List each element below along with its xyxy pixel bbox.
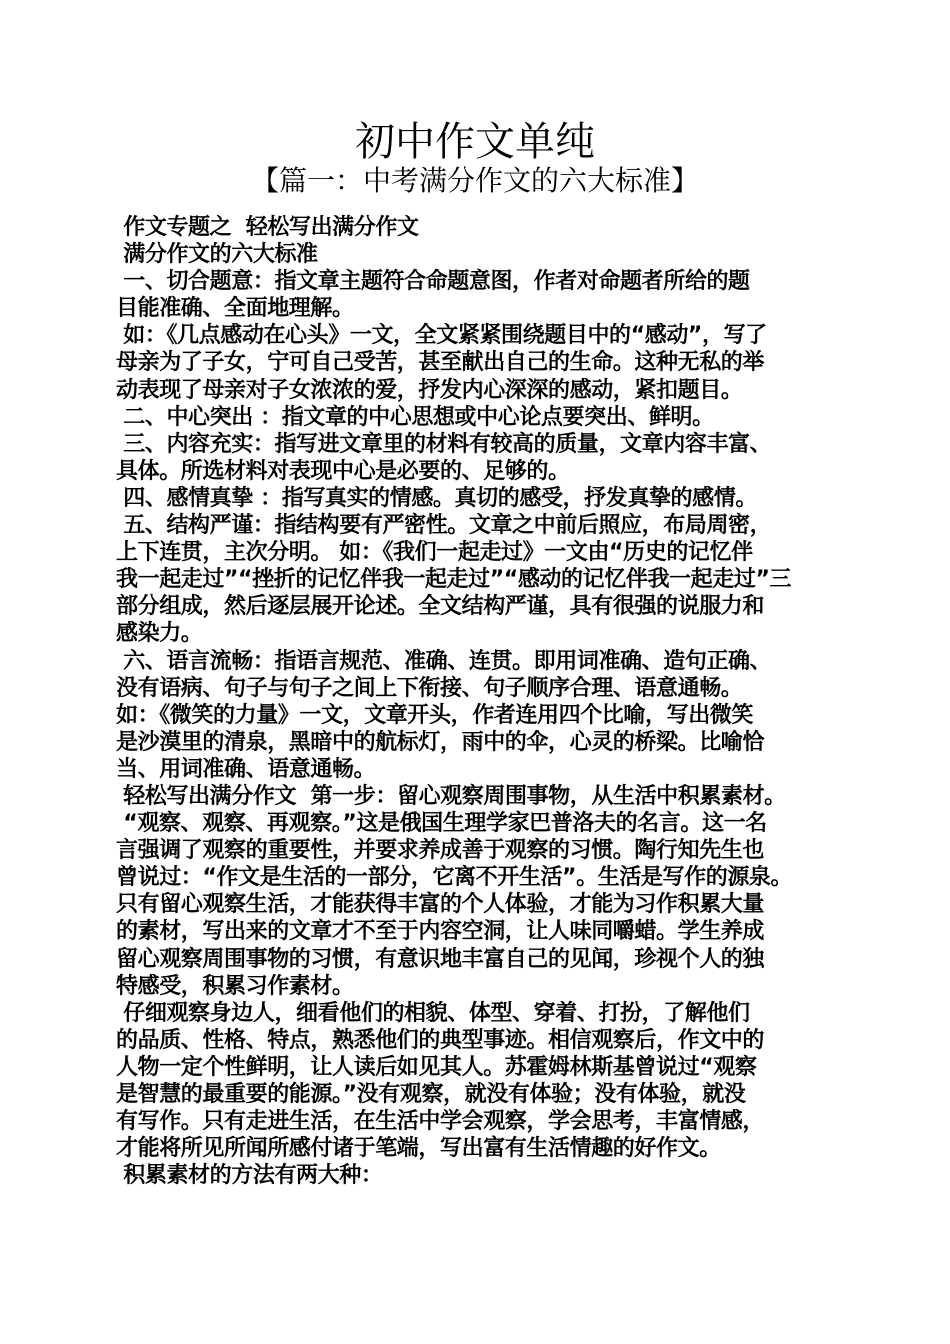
body-line: 六、语言流畅：指语言规范、准确、连贯。即用词准确、造句正确、 [116, 648, 772, 674]
body-line: 的素材，写出来的文章才不至于内容空洞，让人味同嚼蜡。学生养成 [116, 919, 765, 945]
body-line: 人物一定个性鲜明，让人读后如见其人。苏霍姆林斯基曾说过“观察 [116, 1054, 757, 1080]
body-line: 母亲为了子女，宁可自己受苦，甚至献出自己的生命。这种无私的举 [116, 350, 765, 376]
body-line: 有写作。只有走进生活，在生活中学会观察，学会思考，丰富情感， [116, 1109, 765, 1135]
body-line: 二、中心突出 ：指文章的中心思想或中心论点要突出、鲜明。 [116, 404, 714, 430]
body-line: 部分组成，然后逐层展开论述。全文结构严谨，具有很强的说服力和 [116, 594, 765, 620]
document-body [116, 214, 840, 1189]
body-line: 一、切合题意：指文章主题符合命题意图，作者对命题者所给的题 [116, 269, 750, 295]
body-line: 作文专题之 轻松写出满分作文 [116, 215, 419, 240]
body-line: 如：《微笑的力量》一文，文章开头，作者连用四个比喻，写出微笑 [116, 702, 754, 728]
body-line: 仔细观察身边人，细看他们的相貌、体型、穿着、打扮，了解他们 [116, 1000, 750, 1026]
body-line: 五、结构严谨：指结构要有严密性。文章之中前后照应，布局周密， [116, 513, 772, 539]
body-line: 特感受，积累习作素材。 [116, 973, 354, 999]
body-line: 满分作文的六大标准 [116, 242, 318, 268]
body-line: “观察、观察、再观察。”这是俄国生理学家巴普洛夫的名言。这一名 [116, 811, 767, 837]
document-title: 初中作文单纯 [355, 119, 595, 165]
body-line: 只有留心观察生活，才能获得丰富的个人体验，才能为习作积累大量 [116, 892, 765, 918]
body-line: 言强调了观察的重要性，并要求养成善于观察的习惯。陶行知先生也 [116, 838, 765, 864]
body-line: 如：《几点感动在心头》一文，全文紧紧围绕题目中的“感动”，写了 [116, 323, 767, 349]
body-line: 才能将所见所闻所感付诸于笔端，写出富有生活情趣的好作文。 [116, 1136, 721, 1162]
body-line: 三、内容充实：指写进文章里的材料有较高的质量，文章内容丰富、 [116, 431, 772, 457]
body-line: 曾说过：“作文是生活的一部分，它离不开生活”。生活是写作的源泉。 [116, 865, 793, 891]
body-line: 积累素材的方法有两大种： [116, 1163, 383, 1189]
body-line: 目能准确、全面地理解。 [116, 296, 354, 322]
body-line: 具体。所选材料对表现中心是必要的、足够的。 [116, 458, 570, 484]
body-line: 轻松写出满分作文 第一步：留心观察周围事物，从生活中积累素材。 [116, 783, 786, 809]
body-line: 上下连贯，主次分明。 如：《我们一起走过》一文由“历史的记忆伴 [116, 540, 753, 566]
body-line: 当、用词准确、语意通畅。 [116, 756, 376, 782]
body-line: 感染力。 [116, 621, 203, 647]
body-line: 是智慧的最重要的能源。”没有观察，就没有体验；没有体验，就没 [116, 1082, 746, 1107]
body-line: 动表现了母亲对子女浓浓的爱，抒发内心深深的感动，紧扣题目。 [116, 377, 743, 403]
body-line: 没有语病、句子与句子之间上下衔接、句子顺序合理、语意通畅。 [116, 675, 743, 701]
body-line: 我一起走过”“挫折的记忆伴我一起走过”“感动的记忆伴我一起走过”三 [116, 567, 792, 593]
document-subtitle: 【篇一：中考满分作文的六大标准】 [250, 164, 699, 197]
body-line: 的品质、性格、特点，熟悉他们的典型事迹。相信观察后，作文中的 [116, 1027, 765, 1053]
body-line: 是沙漠里的清泉，黑暗中的航标灯，雨中的伞，心灵的桥梁。比喻恰 [116, 729, 765, 755]
body-line: 四、感情真挚 ：指写真实的情感。真切的感受，抒发真挚的感情。 [116, 485, 757, 511]
body-line: 留心观察周围事物的习惯，有意识地丰富自己的见闻，珍视个人的独 [116, 946, 765, 972]
